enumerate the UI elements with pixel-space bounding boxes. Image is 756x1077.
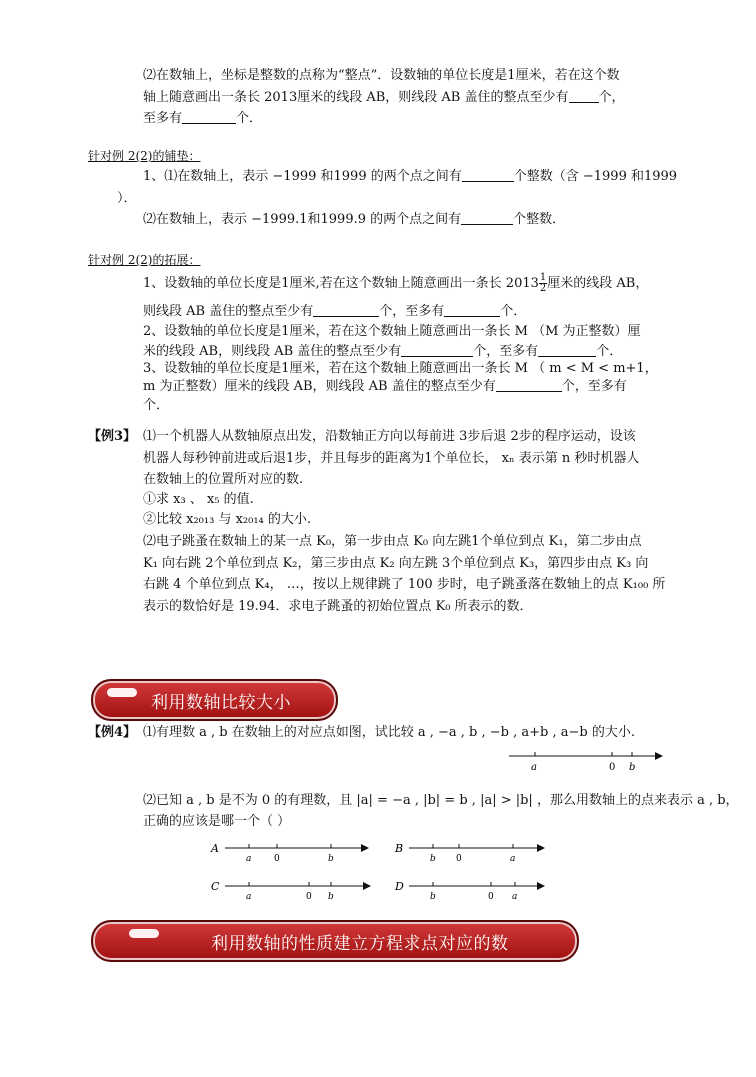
- paragraph-line: [143, 377, 627, 397]
- text: 则线段 AB 盖住的整点至少有: [143, 304, 314, 319]
- paragraph-line: 在数轴上的位置所对应的数.: [143, 472, 304, 487]
- fraction-numerator: 1: [539, 272, 547, 283]
- tick-label: b: [430, 854, 436, 864]
- example-tag: 【例3】: [88, 429, 137, 444]
- answer-blank[interactable]: [401, 342, 473, 357]
- tick-label: b: [629, 762, 636, 773]
- fraction-denominator: 2: [539, 283, 547, 294]
- paragraph-line: [143, 210, 565, 230]
- text: 个，至多有: [379, 304, 445, 319]
- text: 个整数．: [513, 212, 566, 227]
- text: 轴上随意画出一条长 2013厘米的线段 AB，则线段 AB 盖住的整点至少有: [143, 90, 569, 105]
- tick-label: 0: [456, 854, 462, 864]
- text: 厘米的线段 AB，: [547, 276, 649, 291]
- answer-blank[interactable]: [538, 342, 596, 357]
- answer-blank[interactable]: [313, 302, 379, 317]
- axis-arrow: [537, 844, 545, 852]
- paragraph-line: [143, 88, 625, 108]
- banner-highlight: [107, 688, 137, 697]
- axis-arrow: [363, 882, 371, 890]
- paragraph-line: 正确的应该是哪一个（ ）: [143, 814, 291, 829]
- banner-title: 利用数轴比较大小: [151, 692, 291, 713]
- number-line-figure: [505, 748, 665, 776]
- paragraph-line: ⑵电子跳蚤在数轴上的某一点 K₀，第一步由点 K₀ 向左跳1个单位到点 K₁，第二步由点: [143, 534, 642, 549]
- section-banner: [91, 679, 338, 721]
- option-c[interactable]: [211, 880, 371, 902]
- paragraph-line: 右跳 4 个单位到点 K₄， …，按以上规律跳了 100 步时，电子跳蚤落在数轴上的点 K₁₀₀ 所: [143, 577, 666, 592]
- paragraph-line: [143, 109, 262, 129]
- section-heading: 针对例 2(2)的拓展：: [88, 253, 201, 267]
- options-figure: [205, 838, 555, 908]
- tick-label: a: [531, 762, 537, 773]
- axis-arrow: [361, 844, 369, 852]
- paragraph-line: [143, 302, 526, 322]
- answer-blank[interactable]: [569, 88, 599, 103]
- paragraph-line: ①求 x₃ 、 x₅ 的值.: [143, 492, 254, 507]
- paragraph-line: 2、设数轴的单位长度是1厘米，若在这个数轴上随意画出一条长 M （M 为正整数）厘: [143, 324, 641, 339]
- tick-label: 0: [609, 762, 616, 773]
- tick-label: b: [430, 892, 436, 902]
- tick-label: b: [328, 892, 334, 902]
- answer-blank[interactable]: [462, 167, 514, 182]
- text: 1、⑴在数轴上，表示 −1999 和1999 的两个点之间有: [143, 169, 462, 184]
- paragraph-line: 个．: [143, 398, 170, 413]
- tick-label: a: [246, 854, 252, 864]
- paragraph-line: ⑴有理数 a , b 在数轴上的对应点如图，试比较 a , −a , b , −b , a+b , a−b 的大小.: [143, 725, 635, 740]
- text: 米的线段 AB，则线段 AB 盖住的整点至少有: [143, 344, 402, 359]
- banner-title: 利用数轴的性质建立方程求点对应的数: [211, 933, 509, 954]
- paragraph-line: K₁ 向右跳 2个单位到点 K₂，第三步由点 K₂ 向左跳 3个单位到点 K₃，第四步由点 K₃ 向: [143, 556, 649, 571]
- tick-label: b: [328, 854, 334, 864]
- paragraph-line: ②比较 x₂₀₁₃ 与 x₂₀₁₄ 的大小.: [143, 512, 312, 527]
- tick-label: a: [512, 892, 518, 902]
- text: 个，: [598, 90, 625, 105]
- text: 个．: [236, 111, 263, 126]
- paragraph-line: ⑵已知 a , b 是不为 0 的有理数，且 |a| = −a , |b| = b , |a| > |b| ，那么用数轴上的点来表示 a , b，: [143, 793, 739, 808]
- tick-label: 0: [488, 892, 494, 902]
- answer-blank[interactable]: [444, 302, 500, 317]
- banner-highlight: [129, 929, 159, 938]
- answer-blank[interactable]: [496, 377, 562, 392]
- paragraph-line: 机器人每秒钟前进或后退1步，并且每步的距离为1个单位长， xₙ 表示第 n 秒时机器人: [143, 451, 640, 466]
- section-banner: [91, 920, 579, 962]
- text: m 为正整数）厘米的线段 AB，则线段 AB 盖住的整点至少有: [143, 379, 496, 394]
- option-a[interactable]: [210, 842, 369, 864]
- option-letter: A: [211, 842, 219, 855]
- axis-arrow: [537, 882, 545, 890]
- option-letter: D: [395, 880, 404, 893]
- section-heading: 针对例 2(2)的铺垫：: [88, 149, 201, 163]
- option-d[interactable]: [394, 880, 545, 902]
- text: 个整数（含 −1999 和1999: [513, 169, 678, 184]
- paragraph-line: 3、设数轴的单位长度是1厘米，若在这个数轴上随意画出一条长 M （ m < M < m+1，: [143, 361, 658, 376]
- answer-blank[interactable]: [461, 210, 513, 225]
- option-b[interactable]: [394, 842, 545, 864]
- example-tag: 【例4】: [88, 725, 137, 740]
- tick-label: a: [510, 854, 516, 864]
- paragraph-line: ⑴一个机器人从数轴原点出发，沿数轴正方向以每前进 3步后退 2步的程序运动，设该: [143, 429, 636, 444]
- text: 1、设数轴的单位长度是1厘米,若在这个数轴上随意画出一条长 2013: [143, 276, 539, 291]
- option-letter: B: [395, 842, 404, 855]
- tick-label: 0: [274, 854, 280, 864]
- text: 个．: [500, 304, 527, 319]
- text: ⑵在数轴上，表示 −1999.1和1999.9 的两个点之间有: [143, 212, 462, 227]
- paragraph-line: ⑵在数轴上，坐标是整数的点称为“整点”．设数轴的单位长度是1厘米，若在这个数: [143, 68, 620, 83]
- paragraph-line: [143, 273, 648, 294]
- paragraph-line: 表示的数恰好是 19.94．求电子跳蚤的初始位置点 K₀ 所表示的数．: [143, 599, 533, 614]
- text: 个，至多有: [473, 344, 539, 359]
- text: 至多有: [143, 111, 183, 126]
- text: 个，至多有: [561, 379, 627, 394]
- tick-label: 0: [306, 892, 312, 902]
- answer-blank[interactable]: [182, 109, 236, 124]
- text: 个．: [596, 344, 623, 359]
- axis-arrow: [655, 752, 663, 760]
- tick-label: a: [246, 892, 252, 902]
- paragraph-line: [143, 167, 677, 187]
- option-letter: C: [211, 880, 220, 893]
- paragraph-line: ）．: [117, 191, 137, 206]
